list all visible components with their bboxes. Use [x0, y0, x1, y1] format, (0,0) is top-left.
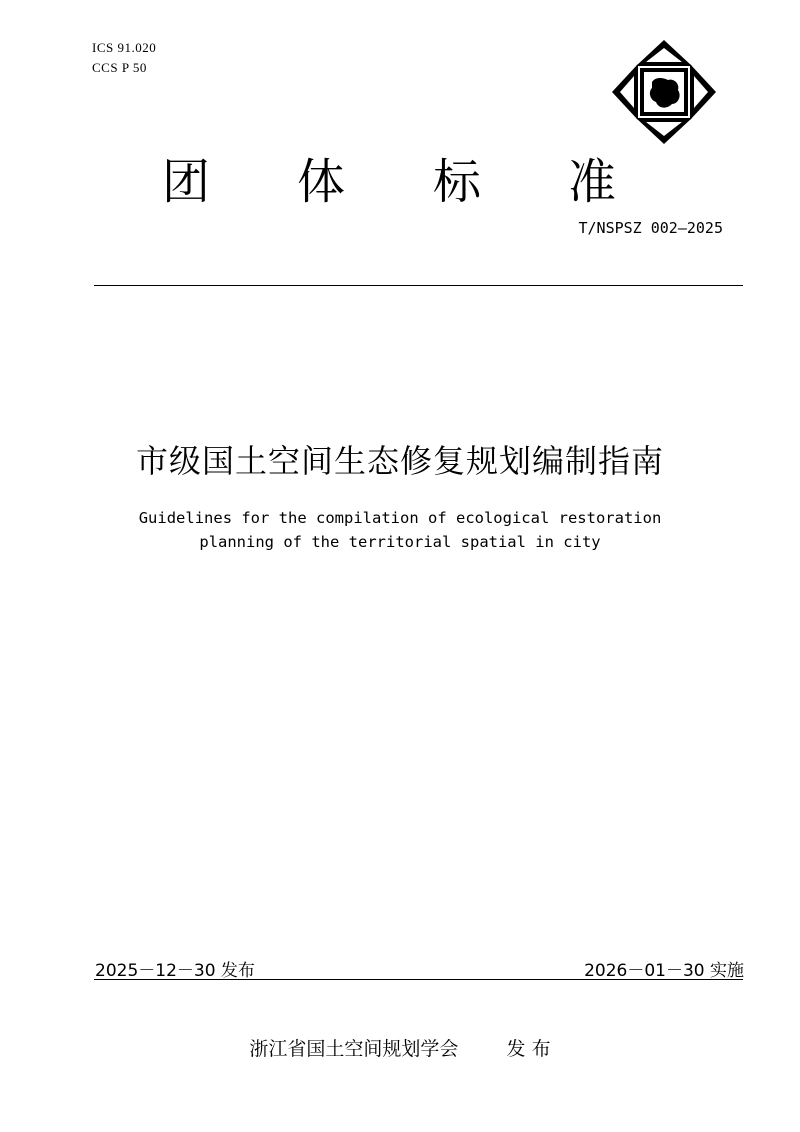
classification-codes — [92, 38, 156, 78]
standard-type-char-1: 团 — [162, 154, 211, 210]
title-en-line-2: planning of the territorial spatial in city — [199, 533, 601, 551]
title-en-line-1: Guidelines for the compilation of ecological restoration — [138, 509, 662, 527]
header-divider — [94, 285, 743, 286]
release-date: 2025－12－30 发布 — [95, 961, 255, 981]
standard-emblem-icon — [608, 38, 720, 146]
implementation-date: 2026－01－30 实施 — [584, 961, 744, 981]
document-title-en — [0, 506, 800, 554]
ics-code: ICS 91.020 — [92, 40, 157, 55]
standard-type-char-4: 准 — [568, 154, 617, 210]
publisher-line — [0, 1034, 800, 1061]
footer-divider — [94, 979, 743, 980]
standard-type-char-2: 体 — [297, 154, 346, 210]
publisher-action: 发 布 — [506, 1038, 551, 1060]
standard-number: T/NSPSZ 002—2025 — [578, 219, 723, 237]
document-title-cn: 市级国土空间生态修复规划编制指南 — [135, 442, 664, 480]
ccs-code: CCS P 50 — [92, 60, 147, 75]
publisher-name: 浙江省国土空间规划学会 — [249, 1038, 459, 1060]
standard-type-char-3: 标 — [433, 154, 482, 210]
